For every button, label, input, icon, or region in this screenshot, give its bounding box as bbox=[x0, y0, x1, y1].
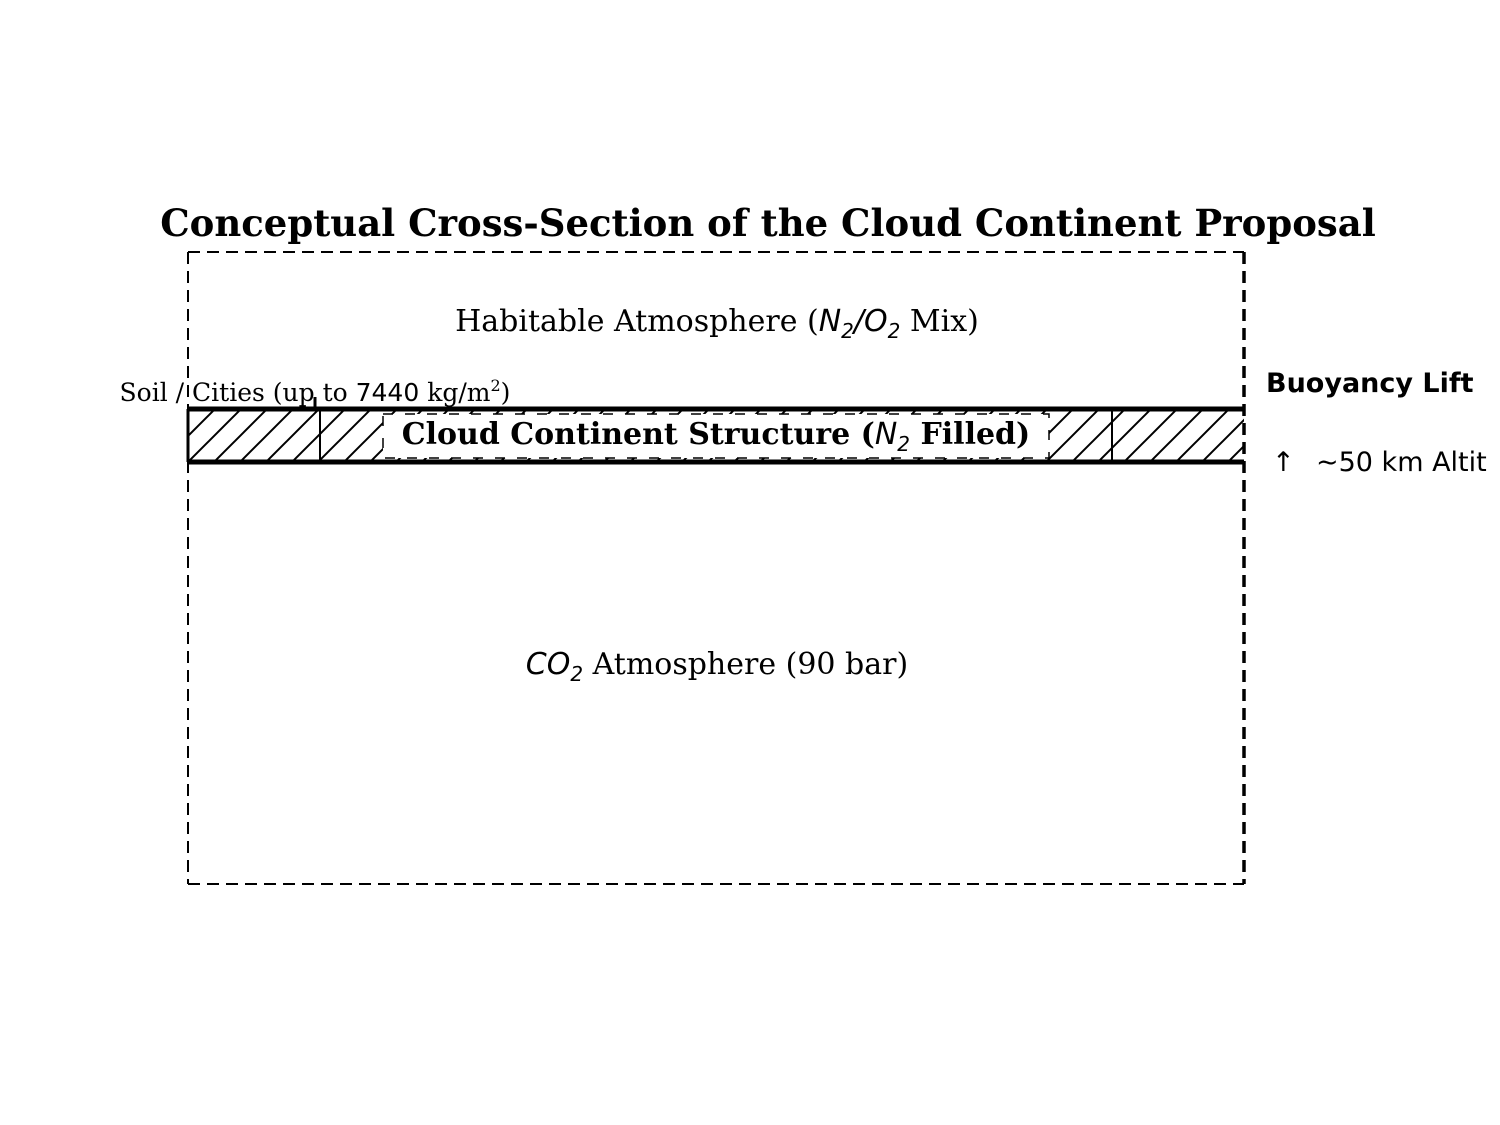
co2-atmosphere-label: $CO_2$ Atmosphere (90 bar) bbox=[525, 647, 909, 686]
soil-cities-label: Soil / Cities (up to 7440 $kg/m^2$) bbox=[119, 376, 511, 407]
diagram-title: Conceptual Cross-Section of the Cloud Continent Proposal bbox=[160, 201, 1376, 245]
altitude-label: ∼50 km Altit bbox=[1316, 447, 1487, 478]
buoyancy-lift-label: Buoyancy Lift bbox=[1266, 368, 1474, 399]
outer-boundary bbox=[188, 252, 1244, 884]
buoyancy-arrow-icon: ↑ bbox=[1272, 447, 1295, 478]
habitable-atmosphere-label: Habitable Atmosphere ($N_2/O_2$ Mix) bbox=[455, 304, 979, 343]
structure-label: Cloud Continent Structure ($N_2$ Filled) bbox=[401, 417, 1031, 456]
